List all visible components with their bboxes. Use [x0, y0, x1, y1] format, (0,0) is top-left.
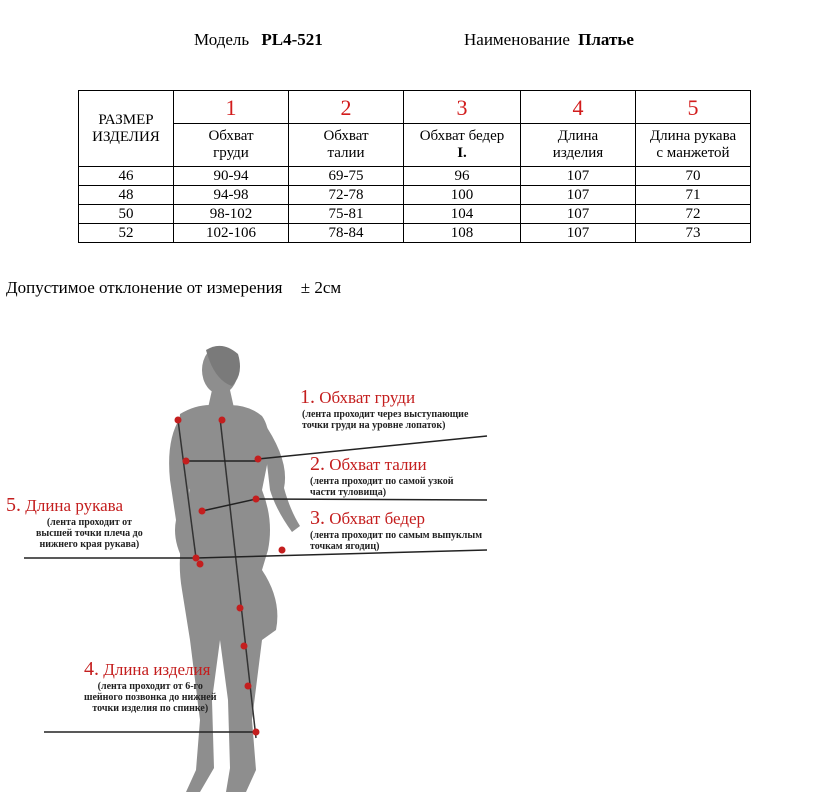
label-waist	[310, 453, 454, 498]
table-cell: 72	[636, 205, 751, 224]
point	[253, 729, 260, 736]
name-label: Наименование	[464, 30, 570, 49]
column-header	[636, 124, 751, 167]
label-desc: точки изделия по спинке)	[92, 703, 209, 714]
table-cell: 78-84	[289, 224, 404, 243]
column-header-line: I.	[457, 145, 467, 161]
label-desc: точки груди на уровне лопаток)	[302, 420, 446, 431]
table-cell: 72-78	[289, 186, 404, 205]
model-field	[194, 30, 323, 50]
column-header-line: Обхват	[208, 128, 254, 144]
table-cell: 107	[521, 167, 636, 186]
point	[219, 417, 226, 424]
table-row	[79, 186, 751, 205]
pointer-line-waist	[256, 499, 487, 500]
column-number: 3	[404, 91, 521, 124]
header	[0, 30, 825, 54]
label-desc: (лента проходит от	[46, 517, 132, 528]
label-num: 2.	[310, 453, 325, 475]
label-chest	[300, 386, 468, 431]
point	[199, 508, 206, 515]
table-cell: 98-102	[174, 205, 289, 224]
measurement-diagram	[0, 340, 825, 799]
table-cell: 75-81	[289, 205, 404, 224]
label-desc: (лента проходит по самым выпуклым	[310, 530, 483, 541]
label-desc: части туловища)	[310, 487, 387, 498]
column-header-line: с манжетой	[656, 145, 730, 161]
table-cell: 73	[636, 224, 751, 243]
point	[279, 547, 286, 554]
table-cell: 102-106	[174, 224, 289, 243]
size-cell: 50	[79, 205, 174, 224]
table-cell: 107	[521, 205, 636, 224]
size-header-line2: ИЗДЕЛИЯ	[92, 128, 160, 145]
point	[175, 417, 182, 424]
label-desc: (лента проходит по самой узкой	[310, 476, 454, 487]
column-header	[404, 124, 521, 167]
label-num: 4.	[84, 658, 99, 680]
size-cell: 52	[79, 224, 174, 243]
point	[183, 458, 190, 465]
tolerance-note	[6, 278, 341, 298]
point	[197, 561, 204, 568]
point	[253, 496, 260, 503]
table-cell: 108	[404, 224, 521, 243]
label-length	[84, 658, 216, 714]
label-desc: высшей точки плеча до	[36, 528, 143, 539]
column-header	[174, 124, 289, 167]
column-header	[289, 124, 404, 167]
label-num: 5.	[6, 494, 21, 516]
model-label: Модель	[194, 30, 250, 49]
column-header	[521, 124, 636, 167]
column-header-line: груди	[213, 145, 249, 161]
table-cell: 71	[636, 186, 751, 205]
label-num: 3.	[310, 507, 325, 529]
tolerance-text: Допустимое отклонение от измерения	[6, 278, 283, 297]
column-header-line: Обхват бедер	[419, 128, 505, 144]
label-desc: (лента проходит от 6-го	[97, 681, 203, 692]
label-sleeve	[6, 494, 143, 550]
column-header-line: Обхват	[323, 128, 369, 144]
point	[241, 643, 248, 650]
label-title: Обхват бедер	[329, 509, 426, 528]
tolerance-value: ± 2см	[300, 278, 342, 297]
table-cell: 96	[404, 167, 521, 186]
column-number: 1	[174, 91, 289, 124]
point	[237, 605, 244, 612]
size-header-line1: РАЗМЕР	[98, 111, 154, 128]
column-header-line: талии	[327, 145, 365, 161]
label-title: Длина рукава	[25, 496, 123, 515]
column-number: 5	[636, 91, 751, 124]
point	[193, 555, 200, 562]
column-header-line: Длина	[557, 128, 599, 144]
label-hips	[310, 507, 482, 552]
body-silhouette	[169, 346, 300, 792]
table-cell: 107	[521, 224, 636, 243]
name-value: Платье	[578, 30, 634, 49]
label-num: 1.	[300, 386, 315, 408]
column-number: 2	[289, 91, 404, 124]
table-cell: 107	[521, 186, 636, 205]
table-cell: 69-75	[289, 167, 404, 186]
column-header-line: Длина рукава	[649, 128, 737, 144]
label-title: Обхват талии	[329, 455, 427, 474]
name-field	[464, 30, 634, 50]
size-cell: 46	[79, 167, 174, 186]
label-desc: нижнего края рукава)	[39, 539, 140, 550]
size-cell: 48	[79, 186, 174, 205]
table-cell: 94-98	[174, 186, 289, 205]
column-number: 4	[521, 91, 636, 124]
table-row	[79, 205, 751, 224]
model-value: PL4-521	[261, 30, 323, 49]
point	[245, 683, 252, 690]
label-title: Длина изделия	[103, 660, 211, 679]
label-desc: (лента проходит через выступающие	[302, 409, 469, 420]
label-title: Обхват груди	[319, 388, 416, 407]
table-cell: 100	[404, 186, 521, 205]
table-cell: 90-94	[174, 167, 289, 186]
table-row	[79, 224, 751, 243]
point	[255, 456, 262, 463]
table-cell: 70	[636, 167, 751, 186]
label-desc: точкам ягодиц)	[310, 541, 380, 552]
table-cell: 104	[404, 205, 521, 224]
table-row	[79, 167, 751, 186]
column-header-line: изделия	[552, 145, 604, 161]
size-header-cell	[79, 91, 174, 167]
size-table	[78, 90, 751, 243]
label-desc: шейного позвонка до нижней	[84, 692, 217, 703]
